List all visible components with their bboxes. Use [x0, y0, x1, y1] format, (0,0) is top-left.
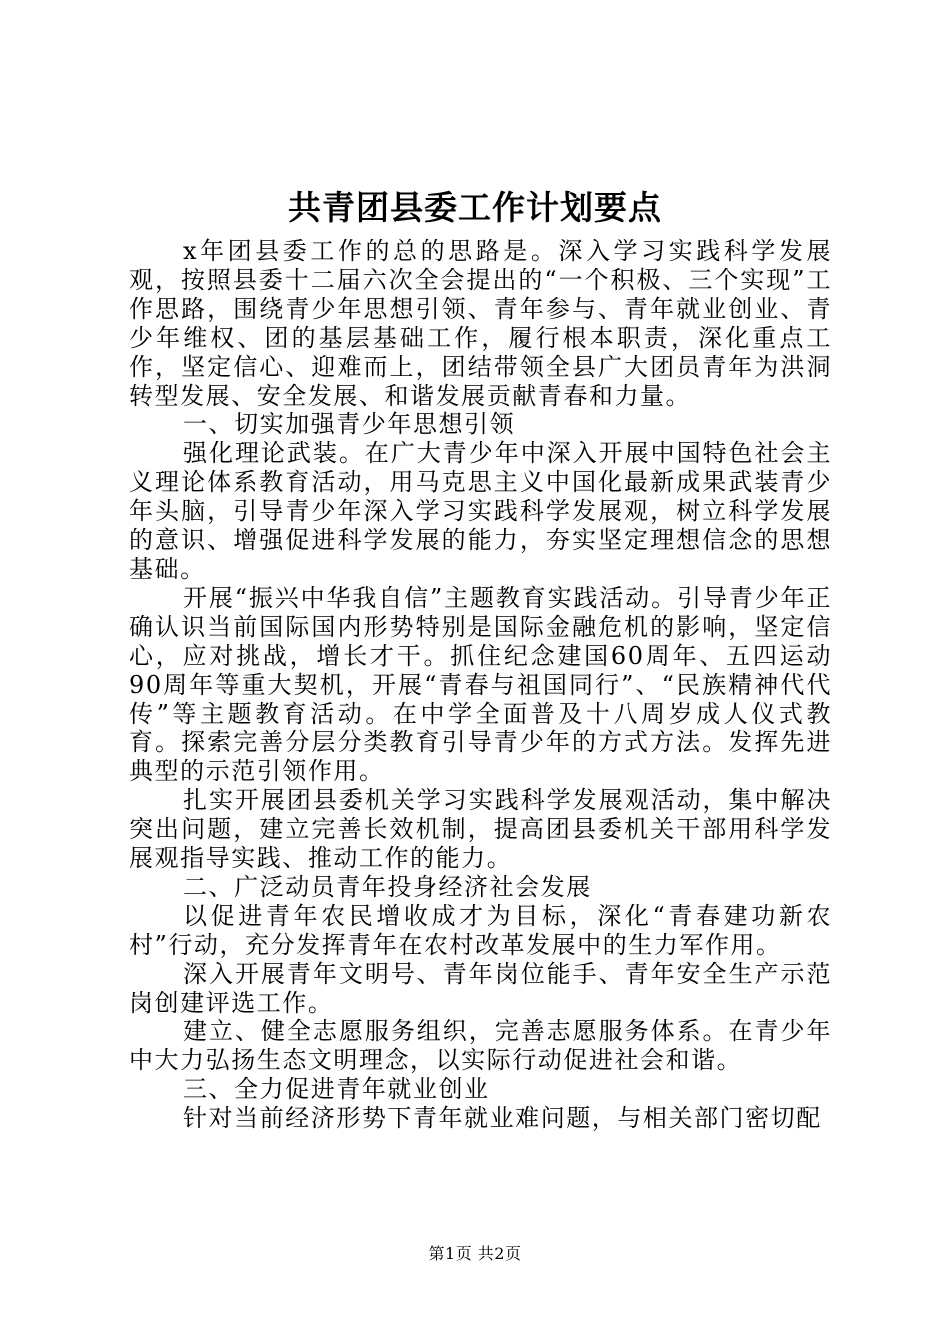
page-number-footer: 第1页 共2页	[428, 1244, 522, 1263]
section-heading-1: 一、切实加强青少年思想引领	[183, 410, 516, 439]
document-title: 共青团县委工作计划要点	[288, 188, 662, 227]
paragraph-overview: x年团县委工作的总的思路是。深入学习实践科学发展观，按照县委十二届六次全会提出的“一个积极、三个实现”工作思路，围绕青少年思想引领、青年参与、青年就业创业、青少年维权、团的基层基础工作，履行根本职责，深化重点工作，坚定信心、迎难而上，团结带领全县广大团员青年为洪洞转型发展、安全发展、和谐发展贡献青春和力量。	[129, 237, 832, 410]
section-heading-2: 二、广泛动员青年投身经济社会发展	[183, 872, 592, 901]
paragraph-rural-youth: 以促进青年农民增收成才为目标，深化“青春建功新农村”行动，充分发挥青年在农村改革发展中的生力军作用。	[129, 901, 832, 959]
paragraph-volunteer: 建立、健全志愿服务组织，完善志愿服务体系。在青少年中大力弘扬生态文明理念，以实际行动促进社会和谐。	[129, 1017, 832, 1075]
paragraph-civilization: 深入开展青年文明号、青年岗位能手、青年安全生产示范岗创建评选工作。	[129, 959, 832, 1017]
paragraph-study-practice: 扎实开展团县委机关学习实践科学发展观活动，集中解决突出问题，建立完善长效机制，提高团县委机关干部用科学发展观指导实践、推动工作的能力。	[129, 786, 832, 873]
document-body	[129, 237, 832, 1133]
section-heading-3: 三、全力促进青年就业创业	[183, 1075, 490, 1104]
paragraph-theory: 强化理论武装。在广大青少年中深入开展中国特色社会主义理论体系教育活动，用马克思主义中国化最新成果武装青少年头脑，引导青少年深入学习实践科学发展观，树立科学发展的意识、增强促进科学发展的能力，夯实坚定理想信念的思想基础。	[129, 439, 832, 583]
paragraph-employment: 针对当前经济形势下青年就业难问题，与相关部门密切配	[183, 1104, 822, 1133]
paragraph-education-activity: 开展“振兴中华我自信”主题教育实践活动。引导青少年正确认识当前国际国内形势特别是国际金融危机的影响，坚定信心，应对挑战，增长才干。抓住纪念建国60周年、五四运动90周年等重大契机，开展“青春与祖国同行”、“民族精神代代传”等主题教育活动。在中学全面普及十八周岁成人仪式教育。探索完善分层分类教育引导青少年的方式方法。发挥先进典型的示范引领作用。	[129, 583, 832, 786]
